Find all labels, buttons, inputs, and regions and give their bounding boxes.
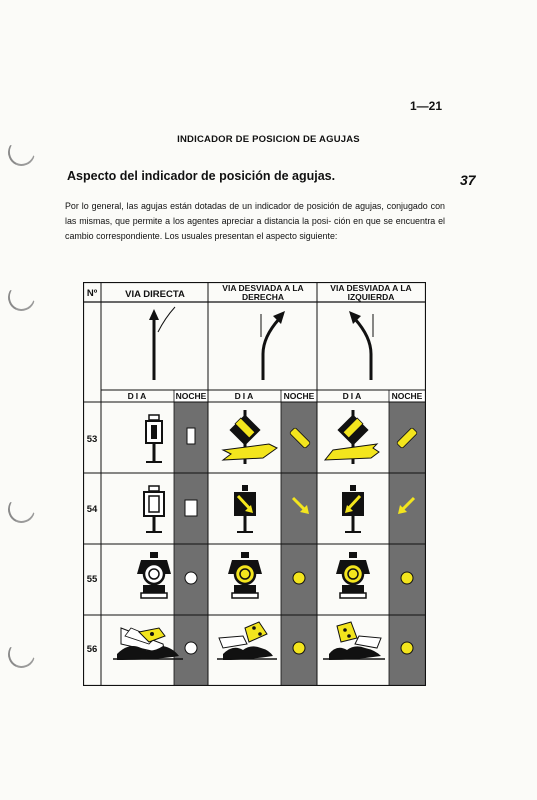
header-via-derecha: VIA DESVIADA A LA [222,283,304,293]
number-column-header: Nº [86,288,98,299]
track-diagram-right [261,311,285,380]
night-light-yellow-icon [401,642,413,654]
noche-label: NOCHE [175,391,207,401]
night-rect-white-icon [185,500,197,516]
binder-hole [4,280,39,315]
track-diagram-left [349,311,373,380]
night-light-yellow-icon [401,572,413,584]
row-number: 53 [86,434,98,445]
ground-switch-left-icon [323,622,385,660]
track-diagram-straight [149,307,175,380]
night-light-white-icon [185,572,197,584]
intro-line: aspecto siguiente: [265,231,338,241]
section-title: Aspecto del indicador de posición de agujas. [67,169,336,183]
target-right-icon [234,485,256,532]
noche-label: NOCHE [391,391,423,401]
dia-label: DIA [234,391,256,401]
night-light-yellow-icon [293,572,305,584]
ground-switch-straight-icon [113,628,183,660]
page-number: 1—21 [410,99,443,113]
night-bar-white-icon [187,428,195,444]
lamp-yellow-icon [336,552,370,598]
page-title: INDICADOR DE POSICION DE AGUJAS [177,134,360,145]
night-light-yellow-icon [293,642,305,654]
row-number: 55 [86,574,98,585]
intro-paragraph [65,199,445,244]
lantern-straight-icon [146,415,162,462]
section-number: 37 [460,172,476,188]
intro-line: ción en que se encuentra el cambio correspondiente. Los usuales presentan el [65,216,445,241]
dia-label: DIA [127,391,149,401]
night-light-white-icon [185,642,197,654]
lamp-white-icon [137,552,171,598]
row-number: 54 [86,504,98,515]
noche-label: NOCHE [283,391,315,401]
binder-hole [4,492,39,527]
intro-line: conjugado con las mismas, que permite a los agentes apreciar a distancia la posi- [65,201,445,226]
binder-hole [4,637,39,672]
target-straight-icon [144,486,164,532]
ground-switch-right-icon [217,622,277,660]
intro-line: Por lo general, las agujas están dotadas de un indicador de posición de agujas, [65,201,384,211]
signal-table [83,282,426,686]
header-via-derecha-line2: DERECHA [241,292,285,302]
paddle-right-icon [223,410,277,464]
dia-label: DIA [342,391,364,401]
target-left-icon [342,485,364,532]
header-via-izquierda: VIA DESVIADA A LA [330,283,412,293]
paddle-left-icon [325,410,379,464]
row-number: 56 [86,644,98,655]
header-via-directa: VIA DIRECTA [125,289,185,300]
lamp-yellow-icon [228,552,262,598]
header-via-izquierda-line2: IZQUIERDA [347,292,395,302]
